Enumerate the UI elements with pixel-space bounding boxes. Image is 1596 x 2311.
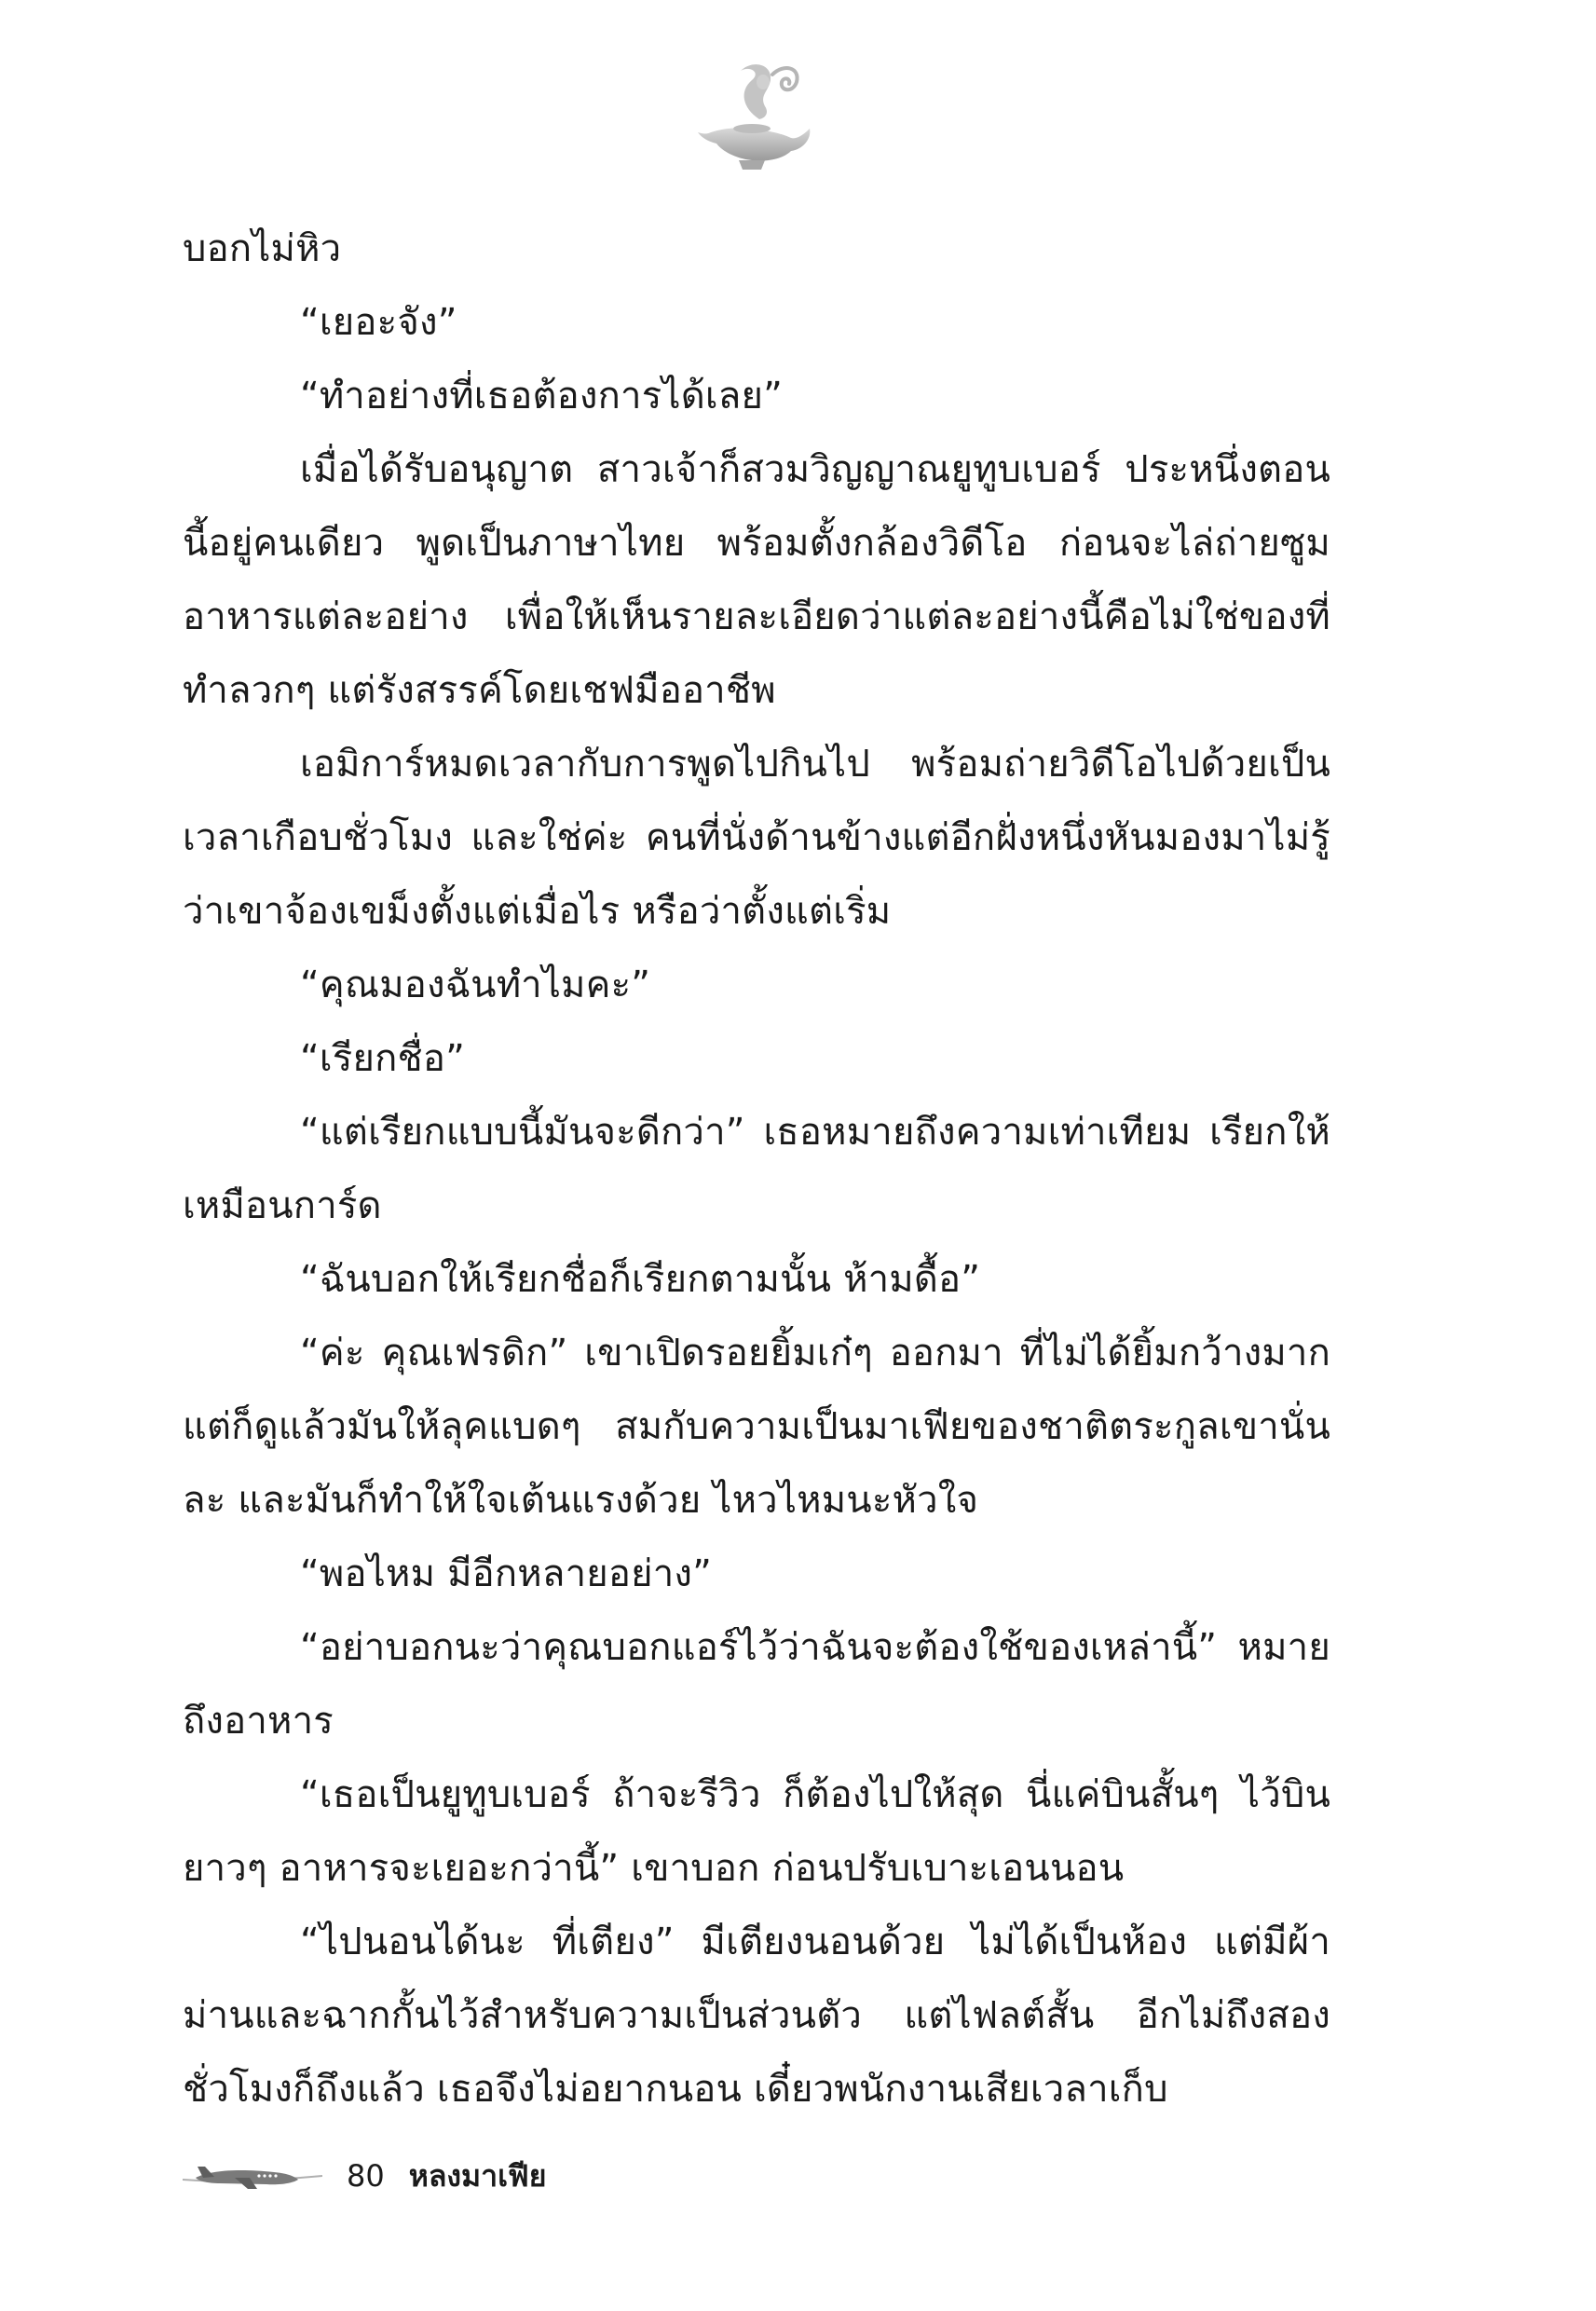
paragraph: “ค่ะ คุณเฟรดิก” เขาเปิดรอยยิ้มเก๋ๆ ออกมา ที่ไม่ได้ยิ้มกว้างมากแต่ก็ดูแล้วมันให้ลุคแบดๆ สมกับความเป็นมาเฟียของชาติตระกูลเขานั่นละ และมันก็ทำให้ใจเต้นแรงด้วย ไหวไหมนะหัวใจ: [183, 1332, 1330, 1522]
paragraph: “ทำอย่างที่เธอต้องการได้เลย”: [300, 375, 784, 417]
paragraph: “อย่าบอกนะว่าคุณบอกแอร์ไว้ว่าฉันจะต้องใช้ของเหล่านี้” หมายถึงอาหาร: [183, 1626, 1330, 1743]
paragraph: “เยอะจัง”: [300, 301, 457, 344]
genie-lamp-icon: [694, 54, 815, 173]
page-body: [183, 212, 1330, 2126]
paragraph: เอมิการ์หมดเวลากับการพูดไปกินไป พร้อมถ่ายวิดีโอไปด้วยเป็นเวลาเกือบชั่วโมง และใช่ค่ะ คนที่นั่งด้านข้างแต่อีกฝั่งหนึ่งหันมองมาไม่รู้ว่าเขาจ้องเขม็งตั้งแต่เมื่อไร หรือว่าตั้งแต่เริ่ม: [183, 743, 1330, 933]
paragraph: “ไปนอนได้นะ ที่เตียง” มีเตียงนอนด้วย ไม่ได้เป็นห้อง แต่มีผ้าม่านและฉากกั้นไว้สำหรับความเป็นส่วนตัว แต่ไฟลต์สั้น อีกไม่ถึงสองชั่วโมงก็ถึงแล้ว เธอจึงไม่อยากนอน เดี๋ยวพนักงานเสียเวลาเก็บ: [183, 1921, 1330, 2111]
paragraph: “แต่เรียกแบบนี้มันจะดีกว่า” เธอหมายถึงความเท่าเทียม เรียกให้เหมือนการ์ด: [183, 1111, 1330, 1227]
paragraph: “ฉันบอกให้เรียกชื่อก็เรียกตามนั้น ห้ามดื้อ”: [300, 1258, 981, 1301]
paragraph: “เรียกชื่อ”: [300, 1037, 466, 1080]
paragraph: “คุณมองฉันทำไมคะ”: [300, 964, 651, 1006]
paragraph: บอกไม่หิว: [183, 227, 342, 270]
page-number: 80: [347, 2158, 385, 2194]
book-title: หลงมาเฟีย: [408, 2157, 547, 2194]
paragraph: เมื่อได้รับอนุญาต สาวเจ้าก็สวมวิญญาณยูทูบเบอร์ ประหนึ่งตอนนี้อยู่คนเดียว พูดเป็นภาษาไทย พร้อมตั้งกล้องวิดีโอ ก่อนจะไล่ถ่ายซูมอาหารแต่ละอย่าง เพื่อให้เห็นรายละเอียดว่าแต่ละอย่างนี้คือไม่ใช่ของที่ทำลวกๆ แต่รังสรรค์โดยเชฟมืออาชีพ: [183, 448, 1330, 712]
paragraph: “พอไหม มีอีกหลายอย่าง”: [300, 1552, 713, 1595]
airplane-icon: [183, 2157, 322, 2195]
paragraph: “เธอเป็นยูทูบเบอร์ ถ้าจะรีวิว ก็ต้องไปให้สุด นี่แค่บินสั้นๆ ไว้บินยาวๆ อาหารจะเยอะกว่านี้” เขาบอก ก่อนปรับเบาะเอนนอน: [183, 1773, 1330, 1890]
page-footer: [183, 2148, 546, 2204]
